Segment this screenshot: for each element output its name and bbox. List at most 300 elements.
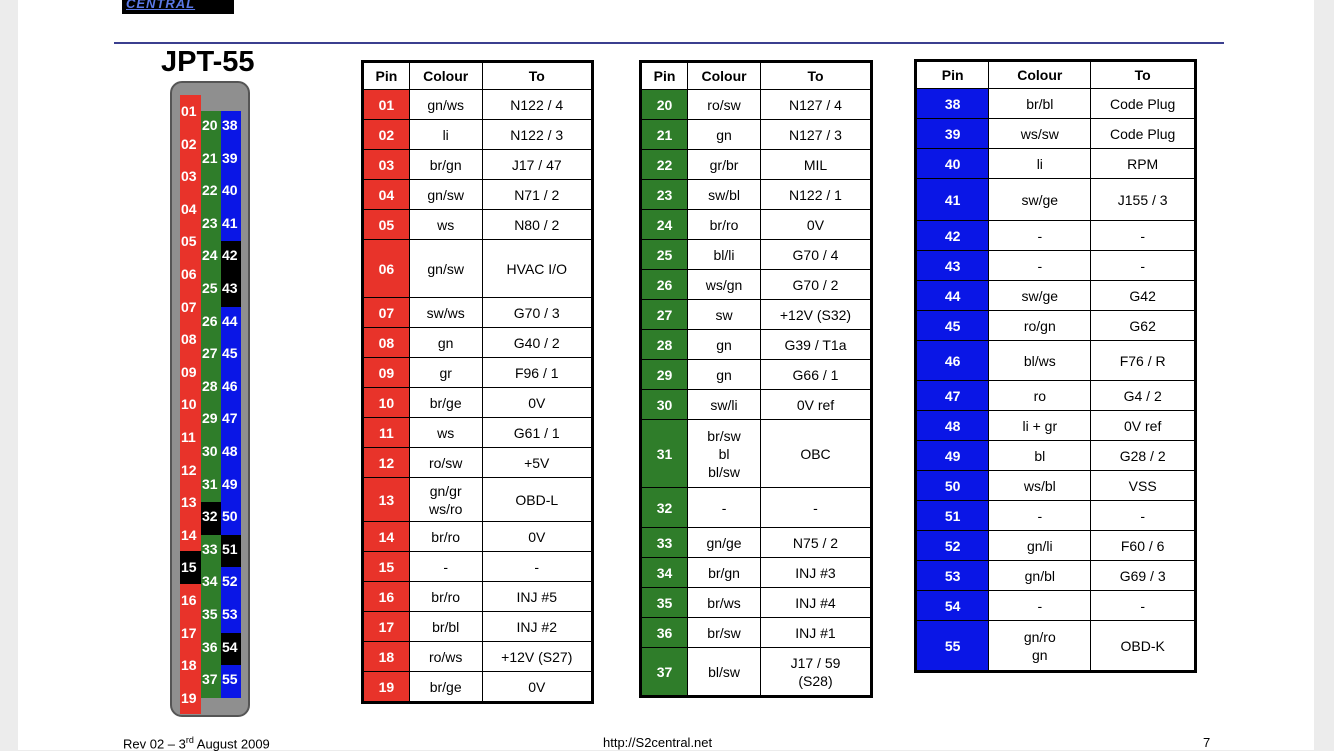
connector-pin-label: 26 (202, 312, 218, 329)
cell-pin: 50 (916, 471, 989, 501)
cell-to: G62 (1091, 311, 1196, 341)
connector-pin-label: 24 (202, 247, 218, 264)
cell-to: INJ #3 (760, 558, 871, 588)
connector-pin-11 (180, 421, 201, 454)
cell-colour: li + gr (989, 411, 1091, 441)
table-row (363, 478, 593, 522)
cell-to: +5V (482, 448, 592, 478)
cell-pin: 46 (916, 341, 989, 381)
cell-colour: ro (989, 381, 1091, 411)
cell-colour: gn/ge (688, 528, 761, 558)
connector-pin-label: 23 (202, 214, 218, 231)
connector-pin-label: 08 (181, 331, 197, 348)
connector-pin-42 (221, 241, 241, 274)
cell-colour: br/bl (409, 612, 482, 642)
table-row (363, 328, 593, 358)
cell-to: G4 / 2 (1091, 381, 1196, 411)
connector-pin-39 (221, 144, 241, 177)
connector-pin-label: 43 (222, 280, 238, 296)
connector-pin-label: 44 (222, 312, 238, 329)
table-row (641, 120, 872, 150)
table-row (363, 672, 593, 703)
cell-colour: ws/sw (989, 119, 1091, 149)
table-row (363, 150, 593, 180)
connector-pin-label: 04 (181, 200, 197, 217)
cell-pin: 07 (363, 298, 410, 328)
cell-to: Code Plug (1091, 89, 1196, 119)
connector-pin-label: 51 (222, 540, 238, 557)
cell-colour: gn/sw (409, 240, 482, 298)
connector-pin-12 (180, 454, 201, 487)
revision-sup: rd (185, 735, 194, 745)
pin-table-blue (914, 59, 1197, 673)
connector-pin-40 (221, 176, 241, 209)
cell-to: 0V (482, 522, 592, 552)
connector-pin-52 (221, 567, 241, 600)
cell-colour: - (409, 552, 482, 582)
column-header-to: To (760, 62, 871, 90)
cell-to: - (1091, 221, 1196, 251)
cell-to: G70 / 4 (760, 240, 871, 270)
connector-pin-label: 13 (181, 494, 197, 511)
cell-colour: sw (688, 300, 761, 330)
cell-pin: 19 (363, 672, 410, 703)
cell-colour: ro/gn (989, 311, 1091, 341)
cell-pin: 55 (916, 621, 989, 672)
table-row (363, 120, 593, 150)
pin-table-green (639, 60, 873, 698)
connector-pin-label: 19 (181, 689, 197, 706)
cell-pin: 43 (916, 251, 989, 281)
connector-pin-33 (201, 535, 221, 568)
table-row (641, 528, 872, 558)
connector-pin-label: 50 (222, 508, 238, 525)
connector-pin-label: 17 (181, 624, 197, 641)
table-row (363, 180, 593, 210)
connector-pin-label: 33 (202, 540, 218, 557)
connector-pin-label: 36 (202, 638, 218, 655)
cell-to: RPM (1091, 149, 1196, 179)
cell-pin: 25 (641, 240, 688, 270)
connector-pin-label: 29 (202, 410, 218, 427)
cell-colour: gr (409, 358, 482, 388)
table-row (363, 388, 593, 418)
cell-pin: 16 (363, 582, 410, 612)
connector-pin-label: 06 (181, 266, 197, 282)
cell-colour: gr/br (688, 150, 761, 180)
connector-pin-26 (201, 307, 221, 340)
cell-pin: 35 (641, 588, 688, 618)
cell-pin: 01 (363, 90, 410, 120)
table-row (641, 300, 872, 330)
cell-to: J17 / 59 (S28) (760, 648, 871, 697)
connector-pin-21 (201, 144, 221, 177)
table-row (916, 411, 1196, 441)
cell-colour: br/ro (409, 582, 482, 612)
table-row (916, 251, 1196, 281)
cell-to: N75 / 2 (760, 528, 871, 558)
logo-text: CENTRAL (126, 0, 196, 11)
cell-colour: sw/ws (409, 298, 482, 328)
connector-pin-label: 01 (181, 103, 197, 119)
cell-colour: gn (688, 120, 761, 150)
connector-pin-label: 48 (222, 443, 238, 459)
table-row (641, 330, 872, 360)
connector-pin-48 (221, 437, 241, 470)
connector-pin-30 (201, 437, 221, 470)
cell-pin: 38 (916, 89, 989, 119)
cell-pin: 12 (363, 448, 410, 478)
cell-to: 0V ref (1091, 411, 1196, 441)
connector-pin-label: 02 (181, 135, 197, 152)
cell-to: INJ #1 (760, 618, 871, 648)
connector-pin-20 (201, 111, 221, 144)
column-header-pin: Pin (641, 62, 688, 90)
column-header-colour: Colour (989, 61, 1091, 89)
cell-to: INJ #5 (482, 582, 592, 612)
connector-pin-47 (221, 404, 241, 437)
table-row (916, 221, 1196, 251)
cell-colour: br/ro (409, 522, 482, 552)
table-row (641, 360, 872, 390)
cell-colour: br/ge (409, 672, 482, 703)
document-page (18, 0, 1314, 750)
connector-pin-label: 09 (181, 363, 197, 380)
footer-page-number: 7 (1203, 735, 1211, 750)
cell-pin: 06 (363, 240, 410, 298)
connector-pin-label: 46 (222, 377, 238, 394)
table-row (916, 119, 1196, 149)
revision-prefix: Rev 02 – 3 (123, 736, 186, 751)
cell-to: J17 / 47 (482, 150, 592, 180)
connector-pin-label: 18 (181, 657, 197, 674)
table-row (916, 621, 1196, 672)
cell-pin: 03 (363, 150, 410, 180)
cell-colour: ws/bl (989, 471, 1091, 501)
cell-to: INJ #4 (760, 588, 871, 618)
table-row (363, 448, 593, 478)
connector-pin-label: 20 (202, 117, 218, 133)
connector-pin-38 (221, 111, 241, 144)
cell-colour: ro/ws (409, 642, 482, 672)
cell-to: Code Plug (1091, 119, 1196, 149)
cell-colour: gn/li (989, 531, 1091, 561)
connector-pin-label: 28 (202, 377, 218, 394)
connector-pin-label: 49 (222, 475, 238, 492)
table-row (363, 612, 593, 642)
cell-to: 0V ref (760, 390, 871, 420)
connector-pin-09 (180, 356, 201, 389)
column-header-to: To (482, 62, 592, 90)
cell-pin: 18 (363, 642, 410, 672)
cell-pin: 32 (641, 488, 688, 528)
cell-colour: br/ge (409, 388, 482, 418)
connector-pin-17 (180, 617, 201, 650)
cell-to: F96 / 1 (482, 358, 592, 388)
column-header-colour: Colour (688, 62, 761, 90)
table-row (916, 591, 1196, 621)
cell-to: G42 (1091, 281, 1196, 311)
cell-pin: 27 (641, 300, 688, 330)
cell-colour: bl/sw (688, 648, 761, 697)
connector-pin-19 (180, 682, 201, 715)
page-title: JPT-55 (161, 46, 255, 78)
table-row (641, 150, 872, 180)
table-row (916, 89, 1196, 119)
connector-pin-07 (180, 291, 201, 324)
table-row (916, 179, 1196, 221)
connector-pin-28 (201, 372, 221, 405)
connector-pin-label: 12 (181, 461, 197, 478)
cell-pin: 23 (641, 180, 688, 210)
cell-to: INJ #2 (482, 612, 592, 642)
table-row (916, 441, 1196, 471)
cell-pin: 53 (916, 561, 989, 591)
revision-suffix: August 2009 (193, 736, 270, 751)
table-row (916, 341, 1196, 381)
column-header-colour: Colour (409, 62, 482, 90)
cell-colour: gn/sw (409, 180, 482, 210)
connector-pin-label: 39 (222, 149, 238, 166)
cell-to: - (760, 488, 871, 528)
cell-to: OBC (760, 420, 871, 488)
connector-pin-label: 37 (202, 671, 218, 688)
table-row (363, 210, 593, 240)
footer-revision (123, 735, 270, 751)
connector-pin-label: 53 (222, 606, 238, 622)
table-row (641, 90, 872, 120)
connector-pin-50 (221, 502, 241, 535)
connector-pin-13 (180, 486, 201, 519)
cell-to: N122 / 3 (482, 120, 592, 150)
table-row (916, 381, 1196, 411)
column-header-pin: Pin (916, 61, 989, 89)
cell-to: HVAC I/O (482, 240, 592, 298)
cell-to: N122 / 1 (760, 180, 871, 210)
connector-pin-36 (201, 633, 221, 666)
cell-pin: 41 (916, 179, 989, 221)
table-row (916, 281, 1196, 311)
cell-pin: 29 (641, 360, 688, 390)
cell-colour: gn/ro gn (989, 621, 1091, 672)
cell-to: J155 / 3 (1091, 179, 1196, 221)
cell-to: G69 / 3 (1091, 561, 1196, 591)
connector-pin-14 (180, 519, 201, 552)
connector-pin-label: 21 (202, 149, 218, 166)
cell-pin: 39 (916, 119, 989, 149)
connector-pin-03 (180, 160, 201, 193)
connector-diagram (170, 81, 250, 717)
cell-pin: 04 (363, 180, 410, 210)
connector-pin-label: 16 (181, 592, 197, 608)
cell-pin: 22 (641, 150, 688, 180)
connector-pin-label: 03 (181, 168, 197, 185)
connector-pin-label: 52 (222, 573, 238, 590)
table-row (641, 618, 872, 648)
cell-pin: 37 (641, 648, 688, 697)
connector-pin-27 (201, 339, 221, 372)
cell-colour: bl (989, 441, 1091, 471)
cell-colour: ro/sw (688, 90, 761, 120)
cell-to: F60 / 6 (1091, 531, 1196, 561)
table-row (363, 298, 593, 328)
cell-pin: 52 (916, 531, 989, 561)
connector-pin-53 (221, 600, 241, 633)
connector-pin-label: 38 (222, 117, 238, 133)
cell-colour: - (688, 488, 761, 528)
connector-pin-label: 40 (222, 182, 238, 199)
cell-to: N71 / 2 (482, 180, 592, 210)
cell-pin: 02 (363, 120, 410, 150)
cell-colour: br/bl (989, 89, 1091, 119)
cell-pin: 30 (641, 390, 688, 420)
cell-to: OBD-K (1091, 621, 1196, 672)
cell-to: F76 / R (1091, 341, 1196, 381)
table-row (641, 558, 872, 588)
connector-pin-label: 14 (181, 526, 197, 543)
connector-pin-49 (221, 470, 241, 503)
cell-to: - (482, 552, 592, 582)
connector-pin-25 (201, 274, 221, 307)
cell-pin: 36 (641, 618, 688, 648)
cell-colour: br/sw bl bl/sw (688, 420, 761, 488)
cell-colour: - (989, 251, 1091, 281)
cell-to: VSS (1091, 471, 1196, 501)
cell-pin: 17 (363, 612, 410, 642)
connector-pin-51 (221, 535, 241, 568)
cell-colour: gn/bl (989, 561, 1091, 591)
cell-to: G61 / 1 (482, 418, 592, 448)
cell-to: N127 / 4 (760, 90, 871, 120)
table-row (363, 90, 593, 120)
connector-pin-label: 31 (202, 475, 218, 492)
connector-pin-label: 15 (181, 559, 197, 576)
cell-pin: 49 (916, 441, 989, 471)
cell-colour: sw/ge (989, 179, 1091, 221)
cell-to: G66 / 1 (760, 360, 871, 390)
table-row (641, 648, 872, 697)
cell-colour: ro/sw (409, 448, 482, 478)
connector-pin-23 (201, 209, 221, 242)
cell-pin: 10 (363, 388, 410, 418)
table-row (641, 420, 872, 488)
table-row (641, 240, 872, 270)
cell-pin: 14 (363, 522, 410, 552)
cell-colour: br/gn (688, 558, 761, 588)
cell-colour: bl/ws (989, 341, 1091, 381)
connector-pin-35 (201, 600, 221, 633)
connector-pin-43 (221, 274, 241, 307)
cell-colour: - (989, 501, 1091, 531)
cell-colour: - (989, 591, 1091, 621)
footer-url[interactable]: http://S2central.net (603, 735, 713, 750)
connector-pin-55 (221, 665, 241, 698)
cell-pin: 15 (363, 552, 410, 582)
cell-colour: ws (409, 210, 482, 240)
cell-colour: sw/ge (989, 281, 1091, 311)
connector-pin-04 (180, 193, 201, 226)
cell-pin: 54 (916, 591, 989, 621)
cell-colour: sw/bl (688, 180, 761, 210)
cell-to: G28 / 2 (1091, 441, 1196, 471)
table-row (363, 240, 593, 298)
connector-pin-label: 10 (181, 396, 197, 413)
cell-to: 0V (482, 388, 592, 418)
connector-pin-label: 42 (222, 247, 238, 264)
connector-pin-18 (180, 649, 201, 682)
connector-pin-24 (201, 241, 221, 274)
table-row (641, 210, 872, 240)
table-row (641, 488, 872, 528)
connector-pin-label: 11 (181, 429, 196, 445)
cell-colour: ws/gn (688, 270, 761, 300)
connector-pin-37 (201, 665, 221, 698)
cell-to: 0V (482, 672, 592, 703)
pin-table-red (361, 60, 594, 704)
table-row (641, 270, 872, 300)
cell-pin: 51 (916, 501, 989, 531)
cell-colour: br/ws (688, 588, 761, 618)
cell-colour: li (989, 149, 1091, 179)
header-rule (114, 42, 1224, 44)
cell-pin: 31 (641, 420, 688, 488)
connector-pin-label: 07 (181, 298, 197, 315)
cell-to: +12V (S32) (760, 300, 871, 330)
connector-pin-10 (180, 388, 201, 421)
table-header-row (641, 62, 872, 90)
table-row (916, 531, 1196, 561)
connector-pin-44 (221, 307, 241, 340)
connector-pin-label: 34 (202, 573, 218, 590)
cell-colour: gn/gr ws/ro (409, 478, 482, 522)
connector-pin-16 (180, 584, 201, 617)
cell-pin: 47 (916, 381, 989, 411)
connector-pin-label: 25 (202, 280, 218, 296)
logo (122, 0, 234, 14)
cell-colour: gn/ws (409, 90, 482, 120)
cell-pin: 13 (363, 478, 410, 522)
table-header-row (916, 61, 1196, 89)
cell-to: G40 / 2 (482, 328, 592, 358)
table-row (641, 180, 872, 210)
cell-to: G39 / T1a (760, 330, 871, 360)
connector-pin-label: 35 (202, 606, 218, 622)
cell-pin: 48 (916, 411, 989, 441)
connector-pin-54 (221, 633, 241, 666)
table-row (916, 311, 1196, 341)
table-row (363, 642, 593, 672)
connector-pin-label: 55 (222, 671, 238, 688)
cell-colour: gn (688, 360, 761, 390)
connector-pin-02 (180, 128, 201, 161)
connector-pin-label: 47 (222, 410, 238, 427)
connector-pin-label: 27 (202, 345, 218, 362)
cell-colour: - (989, 221, 1091, 251)
connector-pin-05 (180, 225, 201, 258)
connector-pin-15 (180, 551, 201, 584)
table-row (363, 358, 593, 388)
cell-colour: bl/li (688, 240, 761, 270)
table-row (916, 149, 1196, 179)
table-row (363, 582, 593, 612)
connector-pin-29 (201, 404, 221, 437)
cell-colour: gn (409, 328, 482, 358)
cell-pin: 44 (916, 281, 989, 311)
connector-pin-label: 54 (222, 638, 238, 655)
cell-to: G70 / 2 (760, 270, 871, 300)
cell-pin: 26 (641, 270, 688, 300)
cell-to: N127 / 3 (760, 120, 871, 150)
